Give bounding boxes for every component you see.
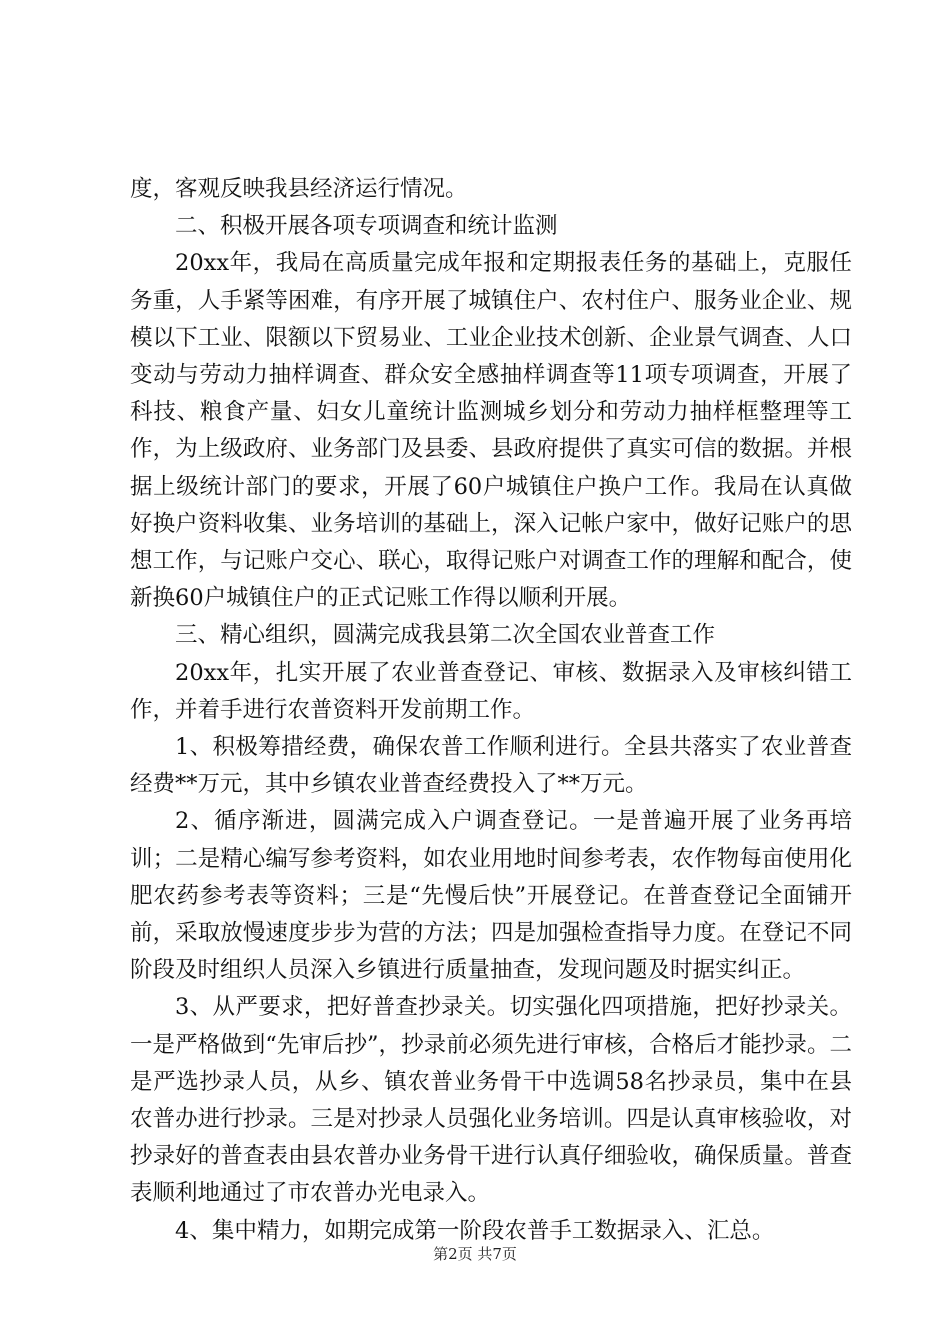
paragraph-surveys: 20xx年，我局在高质量完成年报和定期报表任务的基础上，克服任务重，人手紧等困难，有序开展了城镇住户、农村住户、服务业企业、规模以下工业、限额以下贸易业、工业企业技术创新、企业景气调查、人口变动与劳动力抽样调查、群众安全感抽样调查等11项专项调查，开展了科技、粮食产量、妇女儿童统计监测城乡划分和劳动力抽样框整理等工作，为上级政府、业务部门及县委、县政府提供了真实可信的数据。并根据上级统计部门的要求，开展了60户城镇住户换户工作。我局在认真做好换户资料收集、业务培训的基础上，深入记帐户家中，做好记账户的思想工作，与记账户交心、联心，取得记账户对调查工作的理解和配合，使新换60户城镇住户的正式记账工作得以顺利开展。 <box>130 250 852 612</box>
paragraph-continuation: 度，客观反映我县经济运行情况。 <box>130 176 468 202</box>
list-item-data-entry: 4、集中精力，如期完成第一阶段农普手工数据录入、汇总。 <box>175 1217 775 1244</box>
list-item-registration: 2、循序渐进，圆满完成入户调查登记。一是普遍开展了业务再培训；二是精心编写参考资料，如农业用地时间参考表，农作物每亩使用化肥农药参考表等资料；三是“先慢后快”开展登记。在普查登记全面铺开前，采取放慢速度步步为营的方法；四是加强检查指导力度。在登记不同阶段及时组织人员深入乡镇进行质量抽查，发现问题及时据实纠正。 <box>130 808 852 984</box>
list-item-transcription: 3、从严要求，把好普查抄录关。切实强化四项措施，把好抄录关。一是严格做到“先审后抄”，抄录前必须先进行审核，合格后才能抄录。二是严选抄录人员，从乡、镇农普业务骨干中选调58名抄录员，集中在县农普办进行抄录。三是对抄录人员强化业务培训。四是认真审核验收，对抄录好的普查表由县农普办业务骨干进行认真仔细验收，确保质量。普查表顺利地通过了市农普办光电录入。 <box>130 994 852 1207</box>
section-heading-2: 二、积极开展各项专项调查和统计监测 <box>175 213 558 240</box>
document-body <box>130 171 852 1250</box>
page-number-footer: 第2页 共7页 <box>433 1245 517 1263</box>
paragraph-agri-census-intro: 20xx年，扎实开展了农业普查登记、审核、数据录入及审核纠错工作，并着手进行农普资料开发前期工作。 <box>130 659 852 723</box>
list-item-funding: 1、积极筹措经费，确保农普工作顺利进行。全县共落实了农业普查经费**万元，其中乡镇农业普查经费投入了**万元。 <box>130 734 852 798</box>
section-heading-3: 三、精心组织，圆满完成我县第二次全国农业普查工作 <box>175 622 716 649</box>
